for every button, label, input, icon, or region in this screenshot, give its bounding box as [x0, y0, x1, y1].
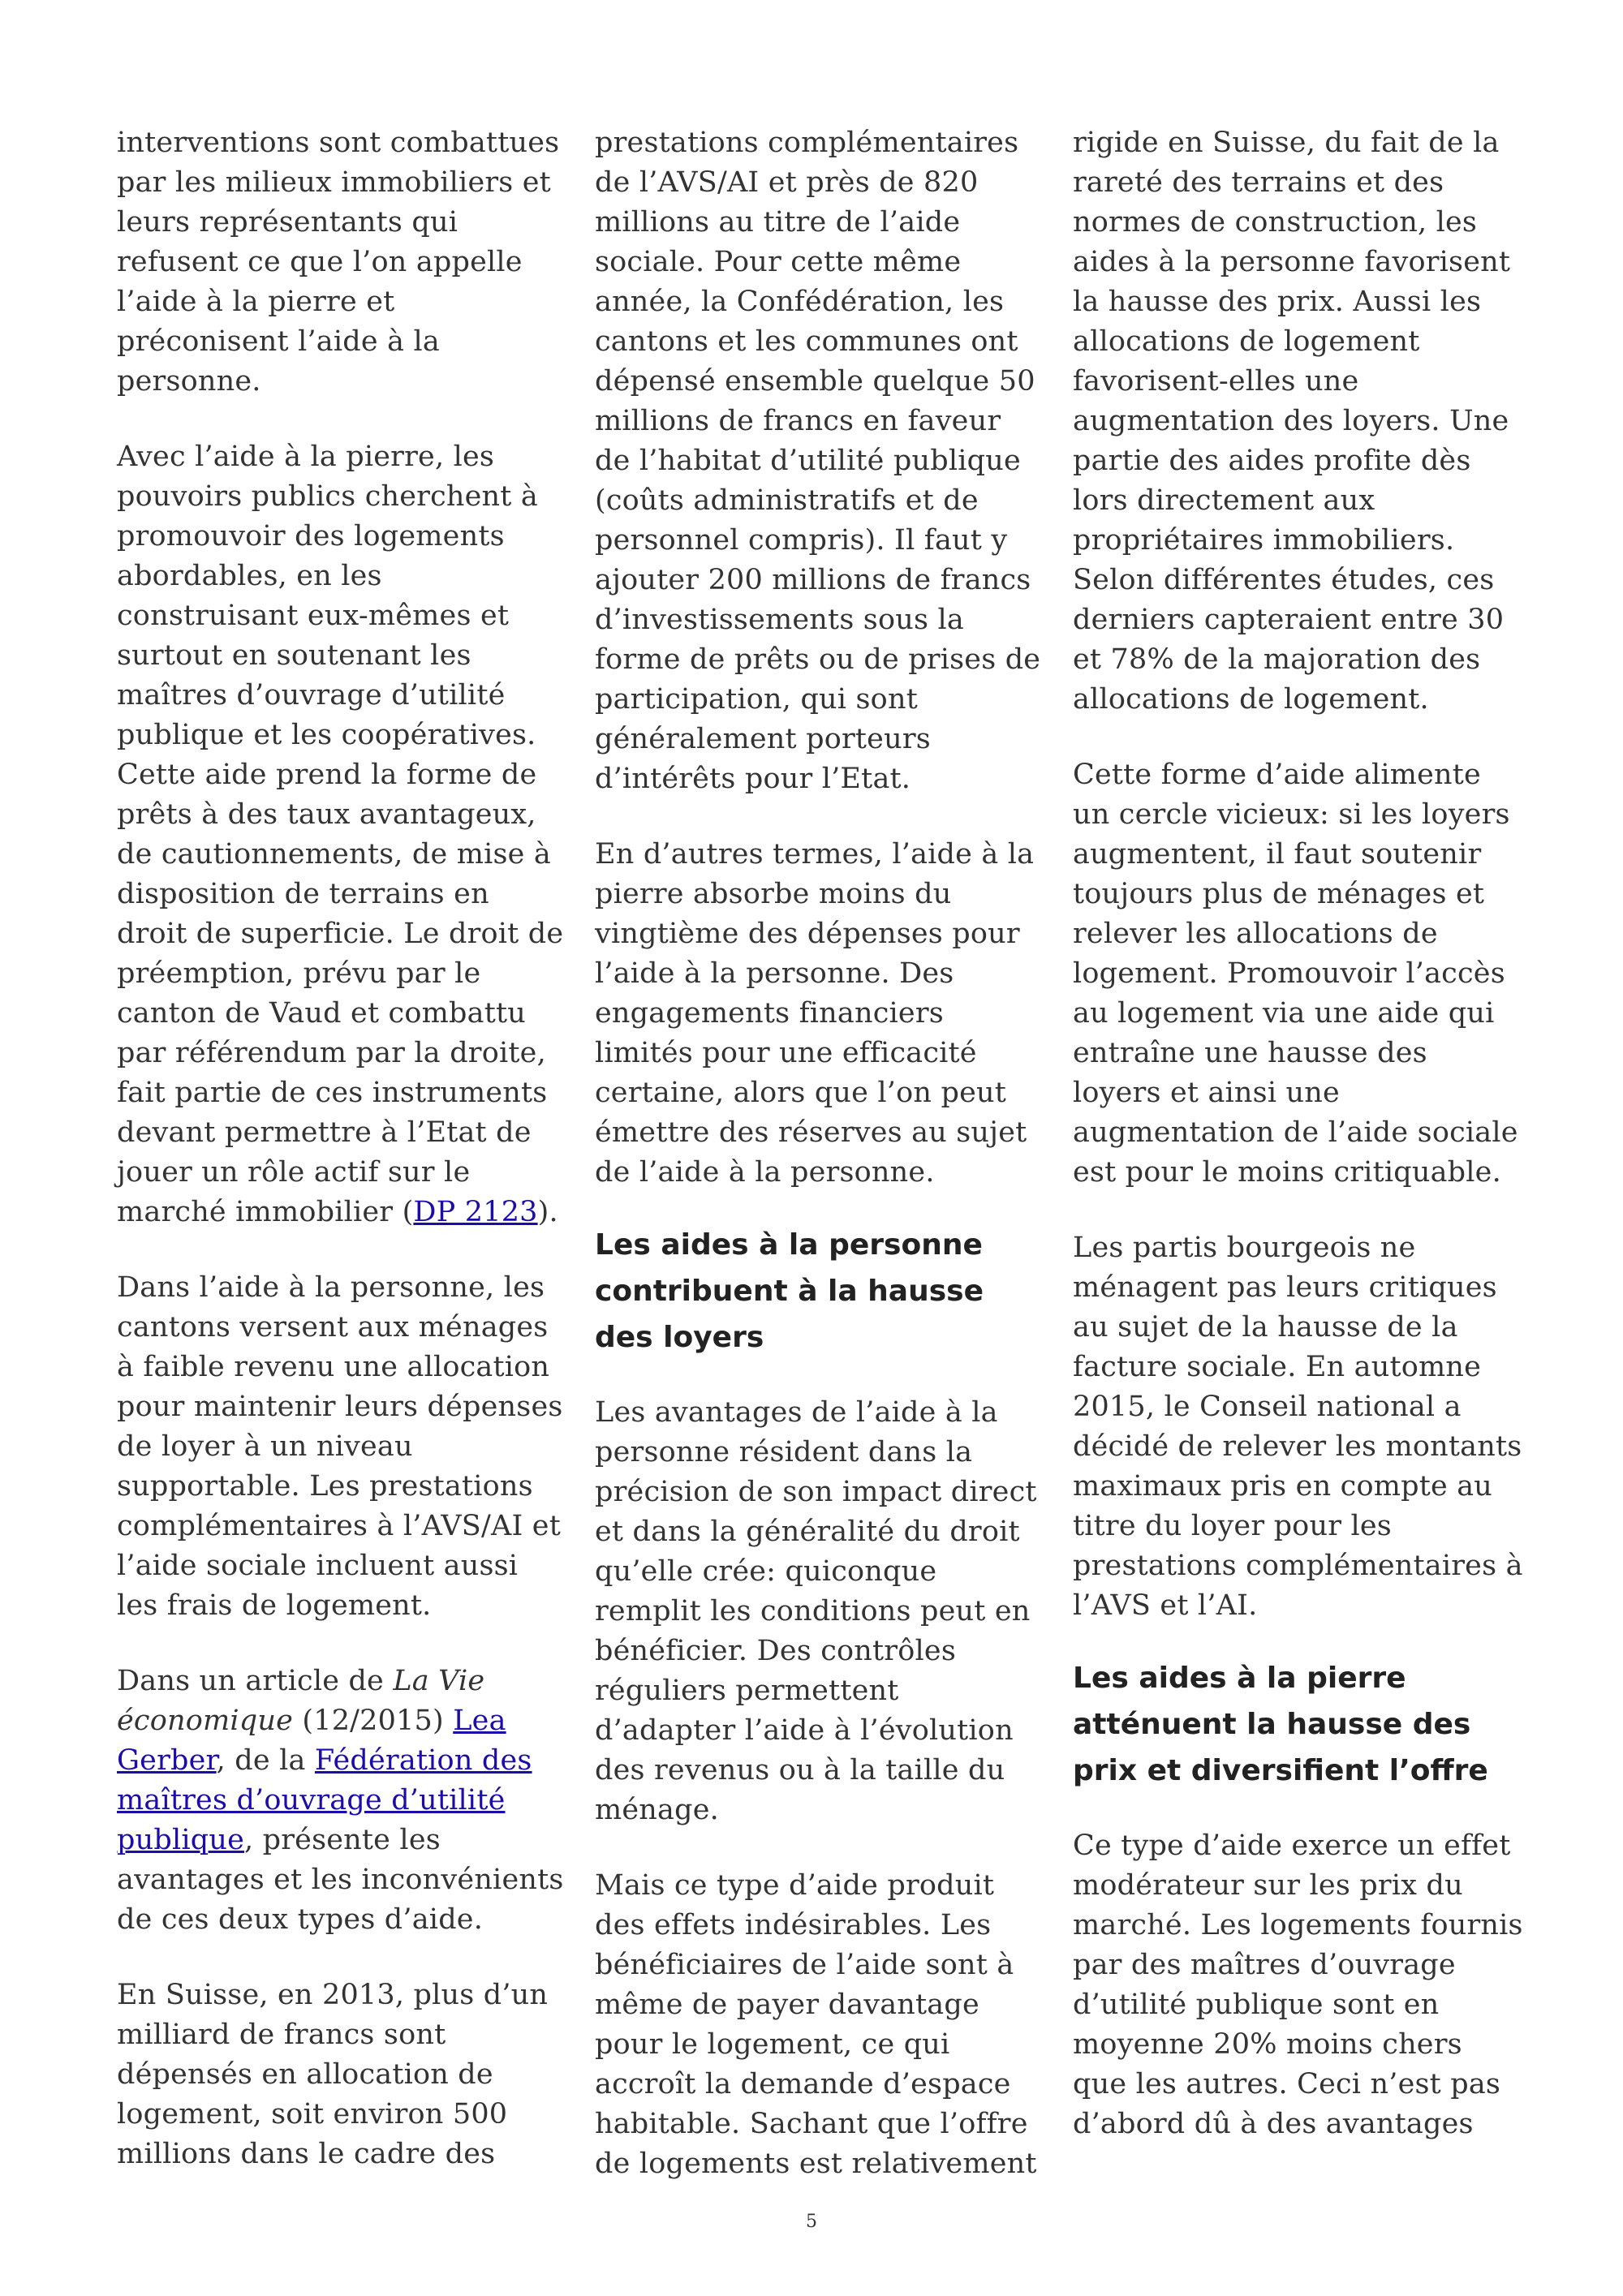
- paragraph-text: ).: [537, 1196, 558, 1228]
- paragraph-text: Avec l’aide à la pierre, les pouvoirs publics cherchent à promouvoir des logements abordables, en les construisant eux-mêmes et surtout en soutenant les maîtres d’ouvrage d’utilité publique et les coopératives. Cette aide prend la forme de prêts à des taux avantageux, de cautionnements, de mise à disposition de terrains en droit de superficie. Le droit de préemption, prévu par le canton de Vaud et combattu par référendum par la droite, fait partie de ces instruments devant permettre à l’Etat de jouer un rôle actif sur le marché immobilier (: [117, 441, 564, 1228]
- paragraph: prestations complémentaires de l’AVS/AI et près de 820 millions au titre de l’aide sociale. Pour cette même année, la Confédération, les cantons et les communes ont dépensé ensemble quelque 50 millions de francs en faveur de l’habitat d’utilité publique (coûts administratifs et de personnel compris). Il faut y ajouter 200 millions de francs d’investissements sous la forme de prêts ou de prises de participation, qui sont généralement porteurs d’intérêts pour l’Etat.: [595, 127, 1041, 795]
- paragraph: Les partis bourgeois ne ménagent pas leurs critiques au sujet de la hausse de la facture sociale. En automne 2015, le Conseil national a décidé de relever les montants maximaux pris en compte au titre du loyer pour les prestations complémentaires à l’AVS et l’AI.: [1073, 1232, 1523, 1622]
- link-lea-gerber[interactable]: Lea Gerber: [117, 1705, 506, 1777]
- page-number: 5: [806, 2212, 817, 2232]
- paragraph: interventions sont combattues par les milieux immobiliers et leurs représentants qui refusent ce que l’on appelle l’aide à la pierre et préconisent l’aide à la personne.: [117, 127, 560, 398]
- text-column-3: [1073, 123, 1523, 2180]
- paragraph: Cette forme d’aide alimente un cercle vicieux: si les loyers augmentent, il faut soutenir toujours plus de ménages et relever les allocations de logement. Promouvoir l’accès au logement via une aide qui entraîne une hausse des loyers et ainsi une augmentation de l’aide sociale est pour le moins critiquable.: [1073, 759, 1518, 1189]
- paragraph-text: (12/2015): [293, 1705, 454, 1737]
- paragraph: [117, 1662, 567, 1940]
- paragraph-text: , présente les avantages et les inconvénients de ces deux types d’aide.: [117, 1824, 564, 1936]
- link-dp-2123[interactable]: DP 2123: [413, 1196, 538, 1228]
- paragraph-text: , de la: [216, 1744, 315, 1777]
- paragraph: En Suisse, en 2013, plus d’un milliard de francs sont dépensés en allocation de logement, soit environ 500 millions dans le cadre des: [117, 1979, 549, 2170]
- publication-title: La Vie économique: [117, 1665, 485, 1737]
- paragraph-text: Dans un article de: [117, 1665, 394, 1697]
- link-federation[interactable]: Fédération des maîtres d’ouvrage d’utilité publique: [117, 1744, 532, 1856]
- paragraph: rigide en Suisse, du fait de la rareté des terrains et des normes de construction, les aides à la personne favorisent la hausse des prix. Aussi les allocations de logement favorisent-elles une augmentation des loyers. Une partie des aides profite dès lors directement aux propriétaires immobiliers. Selon différentes études, ces derniers capteraient entre 30 et 78% de la majoration des allocations de logement.: [1073, 127, 1511, 716]
- section-heading: Les aides à la personne contribuent à la hausse des loyers: [595, 1228, 984, 1354]
- paragraph: Les avantages de l’aide à la personne résident dans la précision de son impact direct et dans la généralité du droit qu’elle crée: quiconque remplit les conditions peut en bénéficier. Des contrôles réguliers permettent d’adapter l’aide à l’évolution des revenus ou à la taille du ménage.: [595, 1396, 1037, 1826]
- section-heading: Les aides à la pierre atténuent la hausse des prix et diversifient l’offre: [1073, 1662, 1488, 1787]
- paragraph: Mais ce type d’aide produit des effets indésirables. Les bénéficiaires de l’aide sont à même de payer davantage pour le logement, ce qui accroît la demande d’espace habitable. Sachant que l’offre de logements est relativement: [595, 1869, 1037, 2180]
- paragraph: En d’autres termes, l’aide à la pierre absorbe moins du vingtième des dépenses pour l’aide à la personne. Des engagements financiers limités pour une efficacité certaine, alors que l’on peut émettre des réserves au sujet de l’aide à la personne.: [595, 838, 1035, 1189]
- text-column-1: [117, 123, 567, 2210]
- paragraph: [117, 437, 567, 1232]
- paragraph: Ce type d’aide exerce un effet modérateur sur les prix du marché. Les logements fournis par des maîtres d’ouvrage d’utilité publique sont en moyenne 20% moins chers que les autres. Ceci n’est pas d’abord dû à des avantages: [1073, 1829, 1523, 2140]
- text-column-2: [595, 123, 1045, 2220]
- paragraph: Dans l’aide à la personne, les cantons versent aux ménages à faible revenu une allocation pour maintenir leurs dépenses de loyer à un niveau supportable. Les prestations complémentaires à l’AVS/AI et l’aide sociale incluent aussi les frais de logement.: [117, 1271, 563, 1622]
